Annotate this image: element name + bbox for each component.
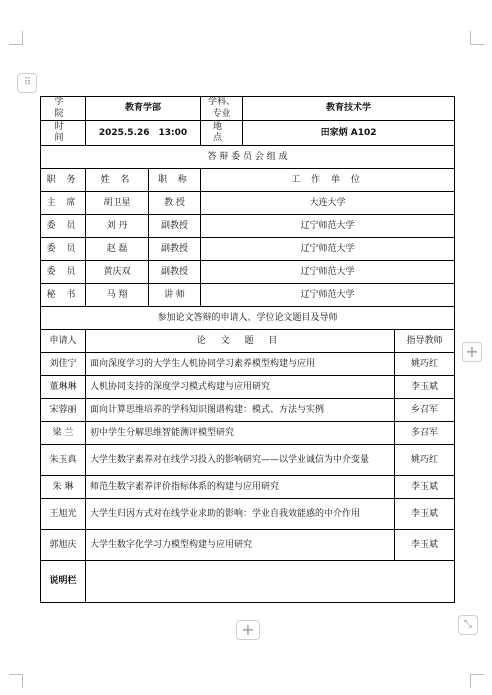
major-value[interactable]: 教育技术学 xyxy=(243,97,455,121)
add-row-icon[interactable]: + xyxy=(236,620,260,640)
committee-role[interactable]: 主 席 xyxy=(41,192,86,215)
applicant-row xyxy=(41,445,455,476)
table-drag-handle-icon[interactable]: ⠿ xyxy=(17,73,37,93)
advisor-name[interactable]: 李玉斌 xyxy=(395,376,455,399)
time-value[interactable]: 2025.5.26 13:00 xyxy=(86,121,201,146)
advisor-col-header: 指导教师 xyxy=(395,330,455,353)
applicant-name[interactable]: 刘佳宁 xyxy=(41,353,86,376)
college-value[interactable]: 教育学部 xyxy=(86,97,201,121)
committee-unit[interactable]: 辽宁师范大学 xyxy=(201,284,455,307)
applicant-name[interactable]: 董琳琳 xyxy=(41,376,86,399)
committee-row xyxy=(41,215,455,238)
thesis-title[interactable]: 面向计算思维培养的学科知识图谱构建：模式、方法与实例 xyxy=(86,399,395,422)
table-resize-icon[interactable]: ⤡ xyxy=(458,615,478,635)
committee-name[interactable]: 赵 磊 xyxy=(86,238,149,261)
place-value[interactable]: 田家炳 A102 xyxy=(243,121,455,146)
applicant-row xyxy=(41,499,455,530)
advisor-name[interactable]: 李玉斌 xyxy=(395,499,455,530)
applicants-title-row xyxy=(41,307,455,330)
advisor-name[interactable]: 李玉斌 xyxy=(395,530,455,561)
page-corner-mark xyxy=(9,674,23,688)
applicant-row xyxy=(41,422,455,445)
time-label: 时 间 xyxy=(41,121,86,146)
applicant-col-header: 申请人 xyxy=(41,330,86,353)
committee-title: 答 辩 委 员 会 组 成 xyxy=(41,146,455,169)
committee-name[interactable]: 黄庆双 xyxy=(86,261,149,284)
notes-label: 说明栏 xyxy=(41,561,86,603)
thesis-title[interactable]: 初中学生分解思维智能测评模型研究 xyxy=(86,422,395,445)
thesis-col-header: 论 文 题 目 xyxy=(86,330,395,353)
committee-name[interactable]: 马 翔 xyxy=(86,284,149,307)
add-column-icon[interactable]: + xyxy=(462,342,482,362)
committee-header-row xyxy=(41,169,455,192)
thesis-title[interactable]: 师范生数字素养评价指标体系的构建与应用研究 xyxy=(86,476,395,499)
applicant-row xyxy=(41,399,455,422)
notes-row xyxy=(41,561,455,603)
committee-role[interactable]: 委 员 xyxy=(41,261,86,284)
applicant-name[interactable]: 郭旭庆 xyxy=(41,530,86,561)
committee-title-rank[interactable]: 副教授 xyxy=(149,215,201,238)
committee-title-rank[interactable]: 讲 师 xyxy=(149,284,201,307)
committee-name[interactable]: 胡卫星 xyxy=(86,192,149,215)
applicant-row xyxy=(41,353,455,376)
committee-title-rank[interactable]: 教 授 xyxy=(149,192,201,215)
committee-unit[interactable]: 大连大学 xyxy=(201,192,455,215)
committee-unit[interactable]: 辽宁师范大学 xyxy=(201,238,455,261)
committee-row xyxy=(41,238,455,261)
applicant-name[interactable]: 朱玉真 xyxy=(41,445,86,476)
info-row xyxy=(41,121,455,146)
page-corner-mark xyxy=(470,674,484,688)
committee-col-header: 姓 名 xyxy=(86,169,149,192)
info-row xyxy=(41,97,455,121)
committee-unit[interactable]: 辽宁师范大学 xyxy=(201,215,455,238)
applicant-name[interactable]: 朱 琳 xyxy=(41,476,86,499)
committee-row xyxy=(41,261,455,284)
advisor-name[interactable]: 姚巧红 xyxy=(395,353,455,376)
committee-title-row xyxy=(41,146,455,169)
committee-row xyxy=(41,284,455,307)
applicants-title: 参加论文答辩的申请人、学位论文题目及导师 xyxy=(41,307,455,330)
committee-col-header: 职 务 xyxy=(41,169,86,192)
applicants-header-row xyxy=(41,330,455,353)
college-label: 学 院 xyxy=(41,97,86,121)
committee-title-rank[interactable]: 副教授 xyxy=(149,261,201,284)
applicant-row xyxy=(41,376,455,399)
thesis-title[interactable]: 大学生数字素养对在线学习投入的影响研究——以学业诚信为中介变量 xyxy=(86,445,395,476)
notes-content[interactable] xyxy=(86,561,455,603)
thesis-title[interactable]: 人机协同支持的深度学习模式构建与应用研究 xyxy=(86,376,395,399)
thesis-title[interactable]: 面向深度学习的大学生人机协同学习素养模型构建与应用 xyxy=(86,353,395,376)
committee-col-header: 职 称 xyxy=(149,169,201,192)
committee-role[interactable]: 委 员 xyxy=(41,215,86,238)
applicant-row xyxy=(41,530,455,561)
committee-role[interactable]: 委 员 xyxy=(41,238,86,261)
committee-title-rank[interactable]: 副教授 xyxy=(149,238,201,261)
thesis-title[interactable]: 大学生数字化学习力模型构建与应用研究 xyxy=(86,530,395,561)
thesis-title[interactable]: 大学生归因方式对在线学业求助的影响：学业自我效能感的中介作用 xyxy=(86,499,395,530)
advisor-name[interactable]: 李玉斌 xyxy=(395,476,455,499)
advisor-name[interactable]: 乡召军 xyxy=(395,399,455,422)
committee-role[interactable]: 秘 书 xyxy=(41,284,86,307)
defense-table xyxy=(40,96,455,603)
applicant-row xyxy=(41,476,455,499)
applicant-name[interactable]: 王旭光 xyxy=(41,499,86,530)
major-label: 学科、专业 xyxy=(201,97,243,121)
committee-name[interactable]: 刘 丹 xyxy=(86,215,149,238)
page-corner-mark xyxy=(9,31,23,45)
committee-row xyxy=(41,192,455,215)
applicant-name[interactable]: 宋蓉丽 xyxy=(41,399,86,422)
advisor-name[interactable]: 多召军 xyxy=(395,422,455,445)
committee-unit[interactable]: 辽宁师范大学 xyxy=(201,261,455,284)
applicant-name[interactable]: 梁 兰 xyxy=(41,422,86,445)
place-label: 地 点 xyxy=(201,121,243,146)
committee-col-header: 工 作 单 位 xyxy=(201,169,455,192)
page-corner-mark xyxy=(470,31,484,45)
advisor-name[interactable]: 姚巧红 xyxy=(395,445,455,476)
